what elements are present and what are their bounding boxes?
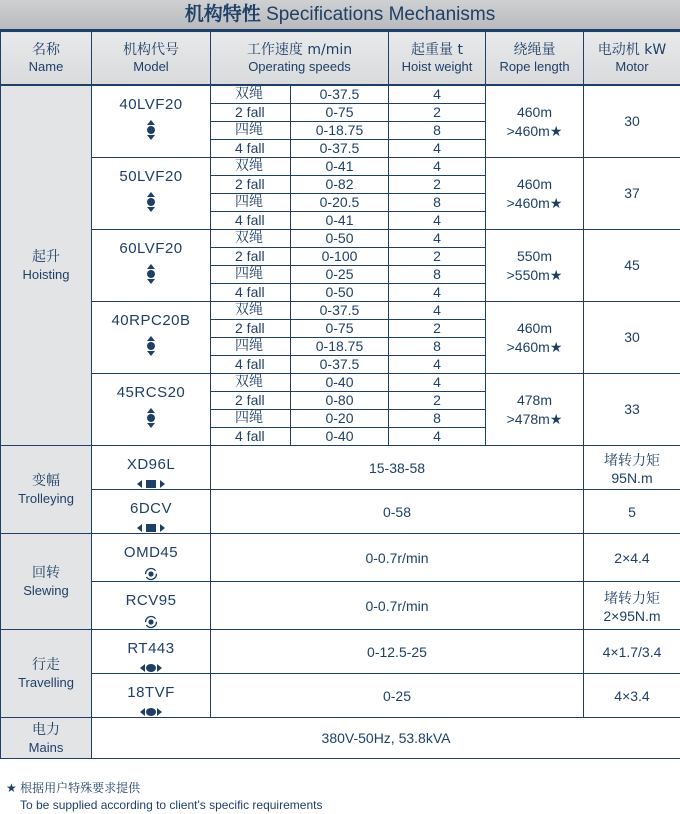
rotation-icon — [144, 615, 158, 629]
model-cell: OMD45 — [92, 534, 211, 582]
motor-value: 37 — [584, 158, 680, 230]
fall-label: 4 fall — [211, 428, 291, 446]
spec-body — [1, 85, 680, 759]
weight-value: 2 — [389, 248, 486, 266]
motor-value: 30 — [584, 302, 680, 374]
speed-value: 0-25 — [211, 674, 584, 718]
weight-value: 4 — [389, 428, 486, 446]
fall-label: 2 fall — [211, 104, 291, 122]
weight-value: 8 — [389, 338, 486, 356]
motor-value: 4×3.4 — [584, 674, 680, 718]
motor-value: 33 — [584, 374, 680, 446]
speed-value: 0-82 — [291, 176, 389, 194]
model-cell: XD96L — [92, 446, 211, 490]
weight-value: 4 — [389, 230, 486, 248]
fall-label: 双绳 — [211, 374, 291, 392]
weight-value: 2 — [389, 392, 486, 410]
speed-value: 0-18.75 — [291, 338, 389, 356]
fall-label: 双绳 — [211, 158, 291, 176]
speed-value: 0-75 — [291, 320, 389, 338]
speed-value: 0-40 — [291, 374, 389, 392]
fall-label: 四绳 — [211, 194, 291, 212]
header-speed: 工作速度 m/min Operating speeds — [211, 32, 389, 86]
footnote — [6, 780, 322, 814]
model-cell: 18TVF — [92, 674, 211, 718]
speed-value: 0-20 — [291, 410, 389, 428]
left-right-arrow-icon — [136, 523, 166, 533]
table-row — [1, 230, 680, 248]
section-name: 电力 Mains — [1, 718, 92, 759]
title-zh: 机构特性 — [185, 3, 261, 25]
fall-label: 2 fall — [211, 176, 291, 194]
table-row — [1, 490, 680, 534]
table-row — [1, 534, 680, 582]
speed-value: 0-41 — [291, 212, 389, 230]
model-cell: 40LVF20 — [92, 85, 211, 158]
up-down-arrow-icon — [145, 191, 157, 213]
speed-value: 0-0.7r/min — [211, 582, 584, 630]
section-name: 起升 Hoisting — [1, 85, 92, 446]
header-row — [1, 32, 680, 86]
motor-value: 堵转力矩 2×95N.m — [584, 582, 680, 630]
fall-label: 四绳 — [211, 266, 291, 284]
up-down-arrow-icon — [145, 335, 157, 357]
weight-value: 4 — [389, 158, 486, 176]
model-cell: RCV95 — [92, 582, 211, 630]
mains-value: 380V-50Hz, 53.8kVA — [92, 718, 680, 759]
weight-value: 4 — [389, 212, 486, 230]
model-cell: 45RCS20 — [92, 374, 211, 446]
section-name: 行走 Travelling — [1, 630, 92, 718]
up-down-arrow-icon — [145, 119, 157, 141]
weight-value: 8 — [389, 266, 486, 284]
fall-label: 4 fall — [211, 140, 291, 158]
table-row — [1, 718, 680, 759]
weight-value: 4 — [389, 85, 486, 104]
fall-label: 4 fall — [211, 284, 291, 302]
fall-label: 双绳 — [211, 230, 291, 248]
table-row — [1, 302, 680, 320]
speed-value: 0-80 — [291, 392, 389, 410]
motor-value: 30 — [584, 85, 680, 158]
motor-value: 2×4.4 — [584, 534, 680, 582]
speed-value: 0-0.7r/min — [211, 534, 584, 582]
model-cell: 50LVF20 — [92, 158, 211, 230]
header-weight: 起重量 t Hoist weight — [389, 32, 486, 86]
weight-value: 4 — [389, 140, 486, 158]
fall-label: 4 fall — [211, 212, 291, 230]
table-row — [1, 446, 680, 490]
speed-value: 0-40 — [291, 428, 389, 446]
fall-label: 4 fall — [211, 356, 291, 374]
table-row — [1, 85, 680, 104]
speed-value: 15-38-58 — [211, 446, 584, 490]
table-row — [1, 158, 680, 176]
footnote-zh: 根据用户特殊要求提供 — [20, 781, 140, 795]
motor-value: 5 — [584, 490, 680, 534]
section-name: 变幅 Trolleying — [1, 446, 92, 534]
table-row — [1, 630, 680, 674]
model-cell: 6DCV — [92, 490, 211, 534]
speed-value: 0-37.5 — [291, 356, 389, 374]
rope-length: 460m >460m★ — [486, 302, 584, 374]
rope-length: 460m >460m★ — [486, 158, 584, 230]
star-icon: ★ — [6, 781, 17, 795]
weight-value: 2 — [389, 320, 486, 338]
speed-value: 0-100 — [291, 248, 389, 266]
left-right-arrow-icon — [136, 479, 166, 489]
model-cell: 40RPC20B — [92, 302, 211, 374]
speed-value: 0-37.5 — [291, 302, 389, 320]
speed-value: 0-20.5 — [291, 194, 389, 212]
weight-value: 4 — [389, 356, 486, 374]
fall-label: 四绳 — [211, 122, 291, 140]
rotation-icon — [144, 567, 158, 581]
speed-value: 0-25 — [291, 266, 389, 284]
rope-length: 460m >460m★ — [486, 85, 584, 158]
fall-label: 2 fall — [211, 320, 291, 338]
header-name: 名称 Name — [1, 32, 92, 86]
table-row — [1, 674, 680, 718]
header-motor: 电动机 kW Motor — [584, 32, 680, 86]
model-cell: 60LVF20 — [92, 230, 211, 302]
speed-value: 0-18.75 — [291, 122, 389, 140]
header-model: 机构代号 Model — [92, 32, 211, 86]
model-cell: RT443 — [92, 630, 211, 674]
speed-value: 0-50 — [291, 230, 389, 248]
rope-length: 550m >550m★ — [486, 230, 584, 302]
weight-value: 4 — [389, 302, 486, 320]
speed-value: 0-58 — [211, 490, 584, 534]
fall-label: 双绳 — [211, 302, 291, 320]
speed-value: 0-50 — [291, 284, 389, 302]
table-row — [1, 374, 680, 392]
fall-label: 2 fall — [211, 248, 291, 266]
fall-label: 四绳 — [211, 338, 291, 356]
weight-value: 2 — [389, 104, 486, 122]
speed-value: 0-12.5-25 — [211, 630, 584, 674]
up-down-arrow-icon — [145, 407, 157, 429]
motor-value: 4×1.7/3.4 — [584, 630, 680, 674]
page-title — [0, 0, 680, 31]
speed-value: 0-37.5 — [291, 85, 389, 104]
section-name: 回转 Slewing — [1, 534, 92, 630]
weight-value: 8 — [389, 122, 486, 140]
weight-value: 8 — [389, 194, 486, 212]
weight-value: 4 — [389, 374, 486, 392]
fall-label: 2 fall — [211, 392, 291, 410]
rope-length: 478m >478m★ — [486, 374, 584, 446]
weight-value: 8 — [389, 410, 486, 428]
speed-value: 0-75 — [291, 104, 389, 122]
speed-value: 0-41 — [291, 158, 389, 176]
motor-value: 堵转力矩 95N.m — [584, 446, 680, 490]
footnote-en: To be supplied according to client's specific requirements — [6, 797, 322, 814]
title-en: Specifications Mechanisms — [266, 4, 495, 25]
spec-table — [0, 31, 680, 759]
header-rope: 绕绳量 Rope length — [486, 32, 584, 86]
travel-arrow-icon — [139, 663, 163, 673]
motor-value: 45 — [584, 230, 680, 302]
fall-label: 四绳 — [211, 410, 291, 428]
speed-value: 0-37.5 — [291, 140, 389, 158]
table-row — [1, 582, 680, 630]
fall-label: 双绳 — [211, 85, 291, 104]
up-down-arrow-icon — [145, 263, 157, 285]
weight-value: 4 — [389, 284, 486, 302]
weight-value: 2 — [389, 176, 486, 194]
travel-arrow-icon — [139, 707, 163, 717]
